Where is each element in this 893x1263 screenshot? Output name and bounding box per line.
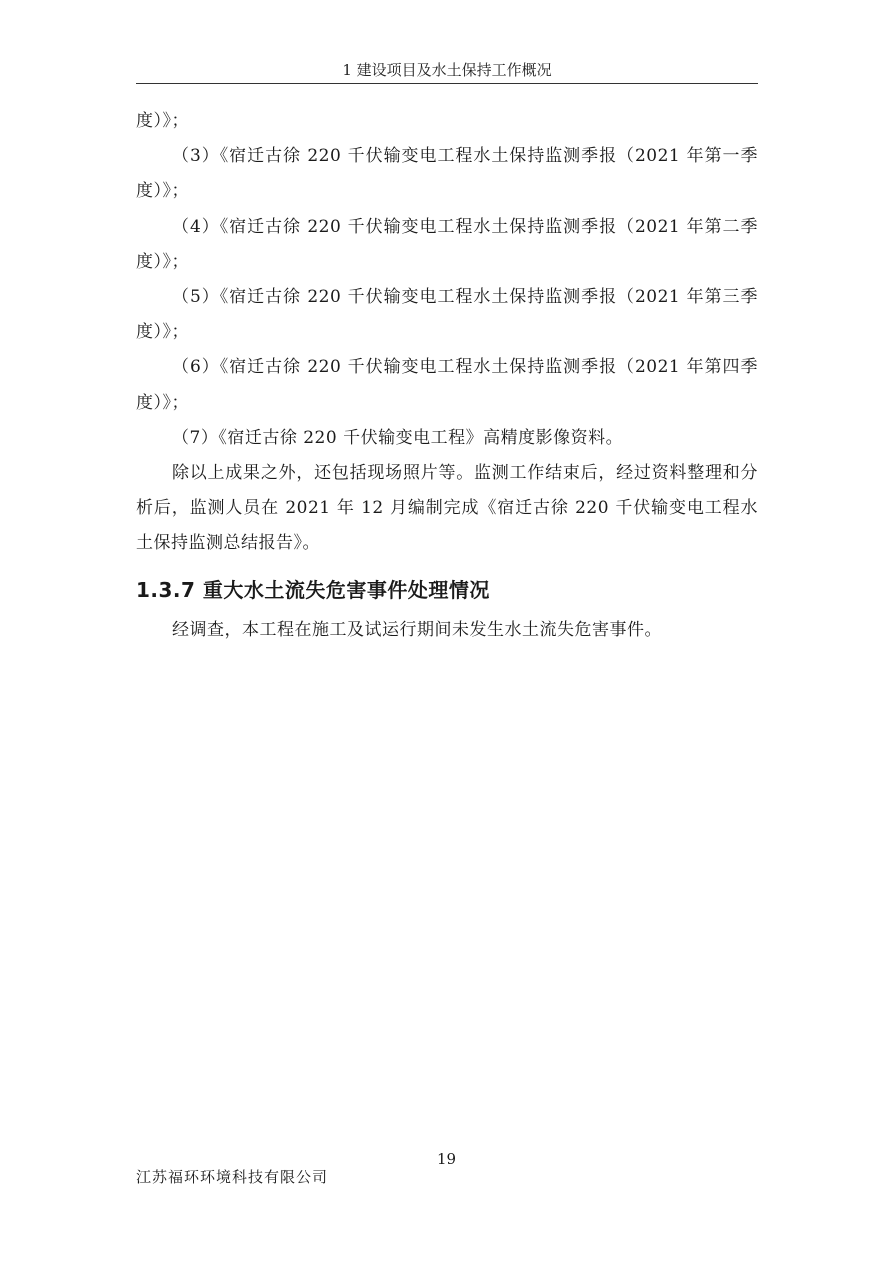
section-paragraph: 经调查，本工程在施工及试运行期间未发生水土流失危害事件。: [172, 619, 662, 640]
list-item-5: （5）《宿迁古徐 220 千伏输变电工程水土保持监测季报（2021 年第三季度）》；: [136, 287, 758, 343]
results-paragraph: 除以上成果之外，还包括现场照片等。监测工作结束后，经过资料整理和分析后，监测人员在 2021 年 12 月编制完成《宿迁古徐 220 千伏输变电工程水土保持监测总结报告》。: [136, 463, 758, 554]
footer-company: 江苏福环环境科技有限公司: [136, 1168, 329, 1186]
section-heading: 1.3.7 重大水土流失危害事件处理情况: [136, 577, 490, 602]
page-body: [136, 104, 758, 648]
list-item-4: （4）《宿迁古徐 220 千伏输变电工程水土保持监测季报（2021 年第二季度）》；: [136, 216, 758, 272]
paragraph-continuation: 度）》；: [136, 111, 189, 131]
page-number: 19: [436, 1150, 457, 1168]
list-item-6: （6）《宿迁古徐 220 千伏输变电工程水土保持监测季报（2021 年第四季度）》；: [136, 357, 758, 413]
header-rule: [136, 83, 758, 84]
list-item-7: （7）《宿迁古徐 220 千伏输变电工程》高精度影像资料。: [172, 427, 624, 448]
running-header: 1 建设项目及水土保持工作概况: [342, 61, 552, 79]
list-item-3: （3）《宿迁古徐 220 千伏输变电工程水土保持监测季报（2021 年第一季度）》；: [136, 146, 758, 202]
